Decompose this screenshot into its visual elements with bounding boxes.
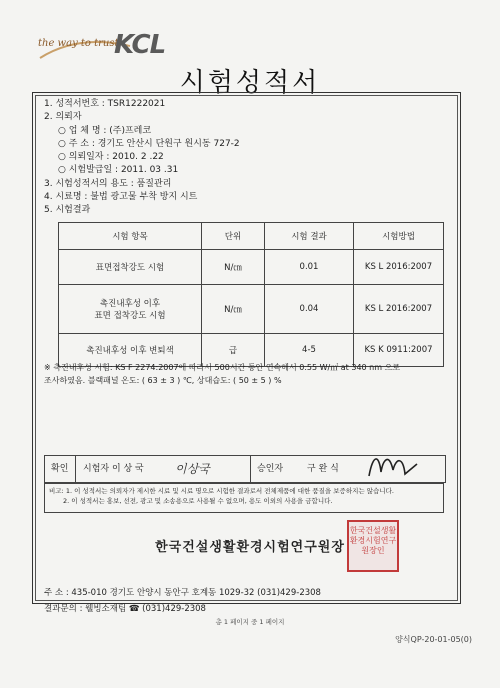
column-header-result: 시험 결과	[265, 223, 354, 250]
test-note	[44, 362, 444, 387]
divider	[250, 456, 251, 482]
test-item	[59, 285, 202, 334]
test-method: KS K 0911:2007	[354, 334, 444, 367]
sample-name: 4. 시료명 : 불법 광고물 부착 방지 시트	[44, 192, 198, 203]
test-unit: N/㎝	[202, 250, 265, 285]
report-info	[44, 98, 444, 218]
test-method: KS L 2016:2007	[354, 250, 444, 285]
company-name: ○ 업 체 명 : (주)프레코	[58, 125, 152, 136]
tester-label: 시험자 이 상 국	[83, 464, 144, 474]
official-seal-icon: 한국건설생활환경시험연구원장인	[347, 520, 399, 572]
results-heading: 5. 시험결과	[44, 205, 91, 216]
column-header-method: 시험방법	[354, 223, 444, 250]
test-result: 0.01	[265, 250, 354, 285]
signature-row	[44, 455, 446, 483]
client-heading: 2. 의뢰자	[44, 112, 82, 123]
company-address: ○ 주 소 : 경기도 안산시 단원구 원시동 727-2	[58, 138, 240, 149]
contact-value: : 웰빙소재팀 ☎ (031)429-2308	[79, 604, 206, 614]
footer-address	[44, 586, 321, 598]
approver-signature-icon	[363, 446, 423, 486]
test-method: KS L 2016:2007	[354, 285, 444, 334]
column-header-unit: 단위	[202, 223, 265, 250]
test-item: 촉진내후성 이후 변퇴색	[59, 334, 202, 367]
address-label: 주 소	[44, 588, 64, 598]
table-row	[59, 285, 444, 334]
request-date: ○ 의뢰일자 : 2010. 2 .22	[58, 152, 164, 163]
report-number: 1. 성적서번호 : TSR1222021	[44, 99, 166, 109]
approver-label: 승인자	[257, 464, 284, 474]
results-table	[58, 222, 444, 367]
test-result: 4-5	[265, 334, 354, 367]
test-result: 0.04	[265, 285, 354, 334]
note-line: ※ 촉진내후성 시험: KS F 2274:2007에 따라서 500시간 동안 연속해서 0.55 W/㎡ at 340 nm 으로	[44, 363, 401, 372]
form-number: 양식QP-20-01-05(0)	[395, 635, 472, 644]
contact-label: 결과문의	[44, 604, 77, 614]
divider	[75, 456, 76, 482]
footer-contact	[44, 602, 206, 614]
page-indicator: 총 1 페이지 중 1 페이지	[215, 618, 285, 626]
test-unit: 급	[202, 334, 265, 367]
column-header-item: 시험 항목	[59, 223, 202, 250]
issue-date: ○ 시험발급일 : 2011. 03 .31	[58, 165, 179, 176]
note-line: 조사하였음. 블랙패널 온도: ( 63 ± 3 ) ℃, 상대습도: ( 50 ± 5 ) %	[44, 375, 282, 385]
logo-text: KCL	[114, 30, 166, 60]
institute-name: 한국건설생활환경시험연구원장	[155, 540, 345, 555]
confirm-label: 확인	[51, 464, 69, 474]
document-title: 시험성적서	[179, 68, 321, 98]
tester-signature: 이상국	[175, 462, 210, 476]
table-row	[59, 250, 444, 285]
test-item-line: 촉진내후성 이후	[99, 299, 161, 309]
table-header-row	[59, 223, 444, 250]
test-item-line: 표면 접착강도 시험	[94, 311, 166, 321]
approver-name: 구 완 식	[307, 464, 339, 474]
address-value: : 435-010 경기도 안양시 동안구 호계동 1029-32 (031)429-2308	[65, 588, 321, 598]
remarks-line: 2. 이 성적서는 홍보, 선전, 광고 및 소송용으로 사용될 수 없으며, 용도 이외의 사용을 금합니다.	[63, 497, 333, 505]
remarks-line: 비고: 1. 이 성적서는 의뢰자가 제시한 시료 및 시료 명으로 시험한 결과로서 전체제품에 대한 품질을 보증하지는 않습니다.	[49, 487, 394, 495]
logo-slogan: the way to trust	[38, 38, 119, 49]
test-item: 표면접착강도 시험	[59, 250, 202, 285]
report-purpose: 3. 시험성적서의 용도 : 품질관리	[44, 178, 172, 189]
remarks-box	[44, 483, 444, 513]
test-unit: N/㎝	[202, 285, 265, 334]
